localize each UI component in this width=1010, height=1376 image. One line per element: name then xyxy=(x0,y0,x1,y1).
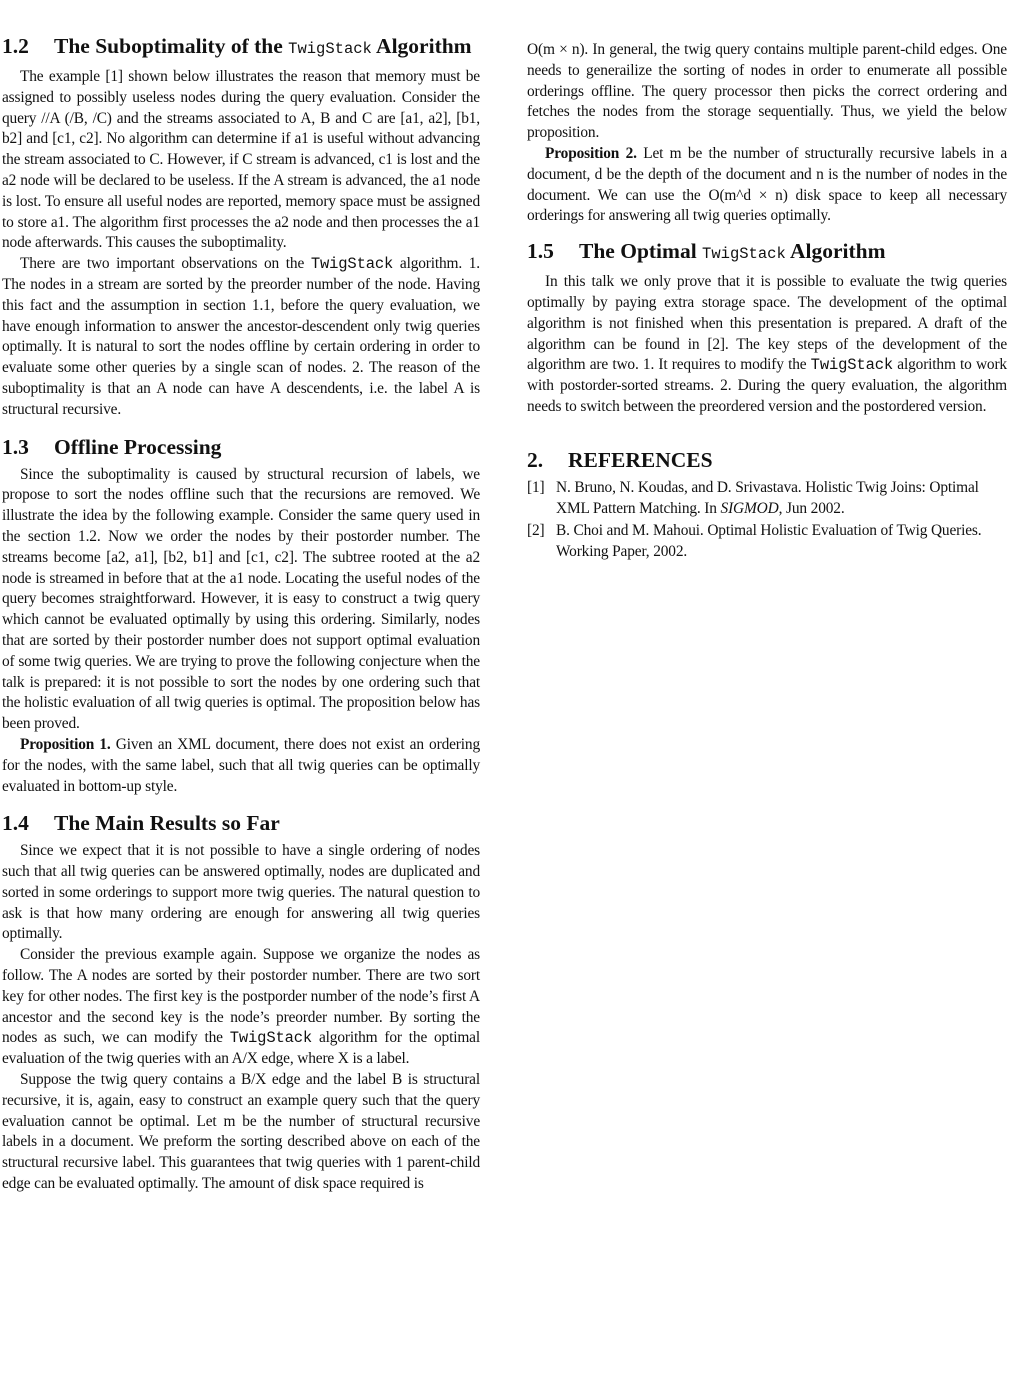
paragraph: O(m × n). In general, the twig query contains multiple parent-child edges. One needs to generailize the sorting of nodes in order to enumerate all possible orderings offline. The query processor then picks the correct ordering and fetches the nodes from the storage sequentially. Thus, we yield the below proposition. xyxy=(527,41,1007,142)
left-column xyxy=(2,34,480,1195)
section-heading-1-3 xyxy=(2,435,480,459)
proposition-text: Let m be the number of structurally recursive labels in a document, d be the depth of the document and n is the number of nodes in the document. We can use the O(m^d × n) disk space to keep all necessary orderings for answering all twig queries optimally. xyxy=(527,144,1007,225)
code-term: TwigStack xyxy=(288,40,372,58)
text-run: In this talk we only prove that it is possible to evaluate the twig queries optimally by paying extra storage space. The development of the optimal algorithm is not finished when this presentation is prepared. A draft of the algorithm can be found in [2]. The key steps of the development of the algorithm are two. 1. It requires to modify the xyxy=(527,273,1007,374)
text-run: B. Choi and M. Mahoui. Optimal Holistic Evaluation of Twig Queries. Working Paper, 2002. xyxy=(556,522,982,561)
section-number: 1.3 xyxy=(2,434,29,459)
section-title xyxy=(579,239,1007,266)
right-column xyxy=(527,40,1007,565)
section-number: 1.5 xyxy=(527,239,554,264)
section-heading-1-5 xyxy=(527,239,1007,266)
reference-item xyxy=(527,478,1007,520)
section-number: 2. xyxy=(527,447,544,472)
section-title: Offline Processing xyxy=(54,434,222,459)
reference-item xyxy=(527,521,1007,563)
reference-text xyxy=(556,478,1007,520)
proposition-text: Given an XML document, there does not exist an ordering for the nodes, with the same label, such that all twig queries can be optimally evaluated in bottom-up style. xyxy=(2,735,480,795)
section-title-part: Algorithm xyxy=(371,34,472,58)
reference-number: [2] xyxy=(527,522,545,540)
section-title-part: The Optimal xyxy=(579,239,703,264)
code-term: TwigStack xyxy=(310,255,394,274)
section-number: 1.4 xyxy=(2,811,29,836)
proposition-label: Proposition 1. xyxy=(20,735,111,753)
paragraph: The example [1] shown below illustrates the reason that memory must be assigned to possibly useless nodes during the query evaluation. Consider the query //A (/B, /C) and the streams associated to A, B and C are [a1, a2], [b1, b2] and [c1, c2]. No algorithm can determine if a1 is useful without advancing the stream associated to C. However, if C stream is advanced, c1 is lost and the a2 node will be declared to be useless. If the A stream is advanced, the a1 node is lost. To ensure all useful nodes are reported, memory space must be assigned to store a1. The algorithm first processes the a2 node and then processes the a1 node afterwards. This causes the suboptimality. xyxy=(2,68,480,252)
proposition-2 xyxy=(527,144,1007,227)
text-run: algorithm for the optimal evaluation of the twig queries with an A/X edge, where X is a label. xyxy=(2,1029,480,1068)
paragraph xyxy=(527,272,1007,418)
paragraph: Suppose the twig query contains a B/X edge and the label B is structural recursive, it is, again, easy to construct an example query such that the query evaluation cannot be optimal. Let m be the number of structural recursive labels in a document. We preform the sorting described above on each of the structural recursive label. This guarantees that twig queries with 1 parent-child edge can be evaluated optimally. The amount of disk space required is xyxy=(2,1071,480,1193)
reference-text xyxy=(556,521,1007,563)
text-run: , Jun 2002. xyxy=(778,499,845,517)
text-run: N. Bruno, N. Koudas, and D. Srivastava. Holistic Twig Joins: Optimal XML Pattern Matching. In xyxy=(556,478,979,517)
paragraph: Since we expect that it is not possible to have a single ordering of nodes such that all twig queries can be answered optimally, nodes are duplicated and sorted in some orderings to support more twig queries. The natural question to ask is that how many ordering are enough for answering all twig queries optimally. xyxy=(2,842,480,943)
code-term: TwigStack xyxy=(229,1029,313,1048)
proposition-1 xyxy=(2,735,480,797)
section-title: REFERENCES xyxy=(568,447,713,472)
code-term: TwigStack xyxy=(810,356,894,375)
section-title-part: The Suboptimality of the xyxy=(54,34,289,58)
proposition-label: Proposition 2. xyxy=(545,144,637,162)
text-run: algorithm to work with postorder-sorted streams. 2. During the query evaluation, the algorithm needs to switch between the preordered version and the postordered version. xyxy=(527,356,1007,415)
text-run: algorithm. 1. The nodes in a stream are sorted by the preorder number of the node. Having this fact and the assumption in section 1.1, before the query evaluation, we have enough information to answer the ancestor-descendent only twig queries optimally. It is natural to sort the nodes offline by certain ordering in order to evaluate some other queries by a single scan of nodes. 2. The reason of the suboptimality is that an A node can have A descendents, i.e. the label A is structural recursive. xyxy=(2,255,481,418)
section-title: The Main Results so Far xyxy=(54,811,280,836)
text-run: Consider the previous example again. Suppose we organize the nodes as follow. The A nodes are sorted by their postorder number. There are two sort key for other nodes. The first key is the postporder number of the node’s first A ancestor and the second key is the node’s preorder number. By sorting the nodes as such, we can modify the xyxy=(2,946,480,1047)
reference-number: [1] xyxy=(527,478,545,496)
paragraph xyxy=(2,945,480,1070)
reference-list xyxy=(527,478,1007,563)
text-run: There are two important observations on the xyxy=(20,255,311,273)
section-title-part: Algorithm xyxy=(785,239,886,264)
section-heading-1-4 xyxy=(2,811,480,835)
paragraph: Since the suboptimality is caused by structural recursion of labels, we propose to sort the nodes offline such that the recursions are removed. We illustrate the idea by the following example. Consider the same query used in the section 1.2. Now we order the nodes by their postorder number. The streams become [a2, a1], [b2, b1] and [c1, c2]. The subtree rooted at the a2 node is streamed in before that at the a1 node. Locating the useful nodes of the query becomes straightforward. However, it is easy to construct a twig query which cannot be evaluated optimally by using this ordering. Similarly, nodes that are sorted by their postorder number does not support optimal evaluation of some twig queries. We are trying to prove the following conjecture when the talk is prepared: it is not possible to sort the nodes by one ordering such that the holistic evaluation of all twig queries is optimal. The proposition below has been proved. xyxy=(2,465,480,733)
section-heading-1-2 xyxy=(2,34,480,61)
references-heading xyxy=(527,448,1007,472)
section-number: 1.2 xyxy=(2,34,29,58)
section-title xyxy=(54,34,480,61)
reference-venue: SIGMOD xyxy=(720,499,779,517)
code-term: TwigStack xyxy=(702,245,786,264)
paragraph xyxy=(2,254,480,420)
